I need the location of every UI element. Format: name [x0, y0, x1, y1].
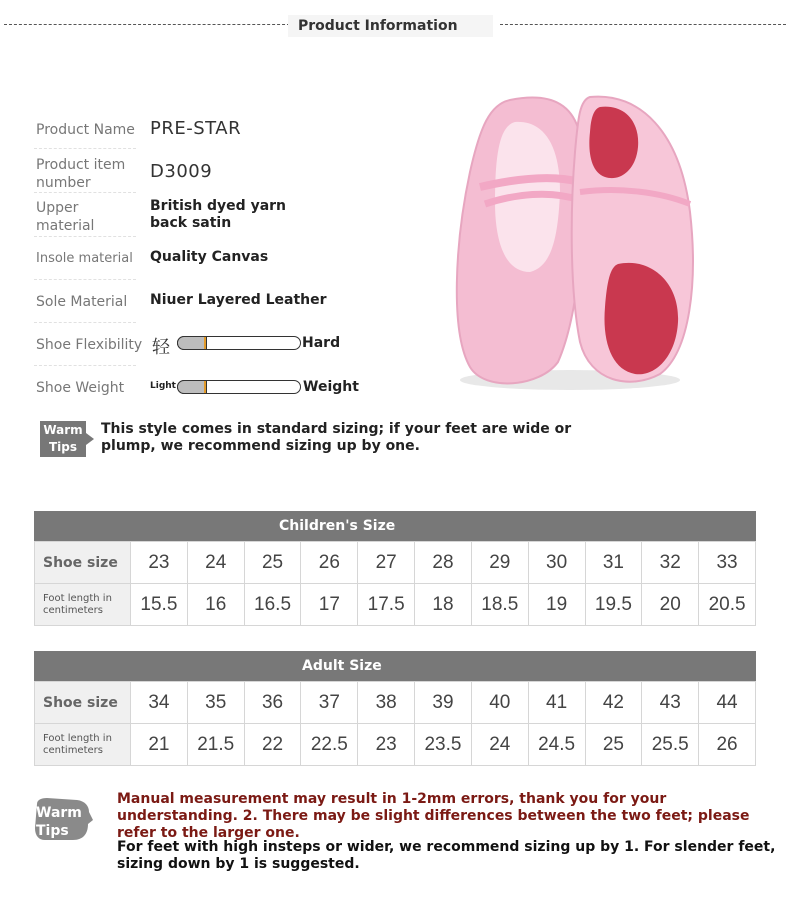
table-cell: 40	[471, 682, 528, 724]
warm-tips-bubble-line1: Warm	[36, 805, 82, 821]
page-title: Product Information	[288, 15, 493, 37]
table-cell: 34	[131, 682, 188, 724]
table-cell: 16.5	[244, 584, 301, 626]
right-shoe	[572, 97, 693, 382]
warm-tips-bubble-text	[36, 804, 92, 840]
warm-tips-badge	[40, 421, 86, 457]
row-divider	[34, 236, 136, 237]
flexibility-indicator	[177, 336, 207, 350]
weight-min-label: Light	[150, 381, 176, 391]
table-cell: 23	[131, 542, 188, 584]
table-cell: 37	[301, 682, 358, 724]
table-cell: 22.5	[301, 724, 358, 766]
weight-label: Shoe Weight	[36, 380, 125, 396]
warm-tips-text: This style comes in standard sizing; if your feet are wide or plump, we recommend sizing up by one.	[101, 421, 572, 454]
flexibility-label: Shoe Flexibility	[36, 337, 143, 353]
weight-indicator	[177, 380, 207, 394]
table-cell: 17	[301, 584, 358, 626]
sizing-advice-note: For feet with high insteps or wider, we recommend sizing up by 1. For slender feet, sizing down by 1 is suggested.	[117, 839, 776, 872]
table-cell: 39	[415, 682, 472, 724]
row-divider	[34, 279, 136, 280]
table-cell: 25	[585, 724, 642, 766]
header-divider-left	[4, 24, 290, 25]
row-divider	[34, 192, 136, 193]
table-cell: 21	[131, 724, 188, 766]
table-cell: 22	[244, 724, 301, 766]
shoe-size-row-label: Shoe size	[35, 542, 131, 584]
product-name-label: Product Name	[36, 122, 135, 138]
insole-material-label: Insole material	[36, 251, 133, 266]
children-size-header	[34, 511, 756, 541]
table-cell: 29	[471, 542, 528, 584]
header-divider-right	[500, 24, 786, 25]
measurement-note: Manual measurement may result in 1-2mm errors, thank you for your understanding. 2. There may be slight differences between the two feet; please refer to the larger one.	[117, 791, 750, 841]
table-cell: 41	[528, 682, 585, 724]
upper-material-label: Upper material	[36, 200, 95, 234]
table-cell: 19	[528, 584, 585, 626]
item-number-value: D3009	[150, 161, 213, 182]
table-cell: 24.5	[528, 724, 585, 766]
table-cell: 25.5	[642, 724, 699, 766]
table-cell: 25	[244, 542, 301, 584]
table-cell: 32	[642, 542, 699, 584]
table-cell: 27	[358, 542, 415, 584]
flexibility-scale	[177, 336, 301, 350]
table-cell: 18	[415, 584, 472, 626]
table-cell: 17.5	[358, 584, 415, 626]
table-row	[35, 724, 756, 766]
table-cell: 20	[642, 584, 699, 626]
warm-tips-bubble-line2: Tips	[36, 823, 69, 839]
row-divider	[34, 148, 136, 149]
badge-arrow	[86, 433, 94, 445]
table-cell: 23	[358, 724, 415, 766]
children-size-title: Children's Size	[279, 518, 396, 534]
item-number-label: Product item number	[36, 157, 126, 191]
table-cell: 19.5	[585, 584, 642, 626]
table-row	[35, 682, 756, 724]
sole-material-value: Niuer Layered Leather	[150, 292, 327, 308]
weight-max-label: Weight	[303, 379, 359, 395]
table-cell: 35	[187, 682, 244, 724]
table-cell: 20.5	[699, 584, 756, 626]
sole-material-label: Sole Material	[36, 294, 128, 310]
left-shoe	[457, 98, 583, 384]
row-divider	[34, 365, 136, 366]
row-divider	[34, 322, 136, 323]
table-cell: 36	[244, 682, 301, 724]
table-cell: 30	[528, 542, 585, 584]
table-cell: 26	[699, 724, 756, 766]
adult-size-title: Adult Size	[302, 658, 382, 674]
table-cell: 42	[585, 682, 642, 724]
table-cell: 24	[471, 724, 528, 766]
table-cell: 15.5	[131, 584, 188, 626]
weight-scale	[177, 380, 301, 394]
children-size-table	[34, 541, 756, 626]
table-cell: 43	[642, 682, 699, 724]
warm-tips-badge-line1: Warm	[43, 423, 83, 437]
adult-size-table	[34, 681, 756, 766]
table-cell: 38	[358, 682, 415, 724]
adult-size-header	[34, 651, 756, 681]
table-cell: 31	[585, 542, 642, 584]
insole-material-value: Quality Canvas	[150, 249, 269, 265]
table-cell: 33	[699, 542, 756, 584]
table-cell: 21.5	[187, 724, 244, 766]
flexibility-marker	[204, 337, 206, 349]
table-cell: 23.5	[415, 724, 472, 766]
flexibility-min-label: 轻	[152, 337, 170, 358]
ballet-shoes-image	[440, 92, 705, 392]
table-cell: 28	[415, 542, 472, 584]
flexibility-max-label: Hard	[302, 335, 341, 351]
upper-material-value: British dyed yarn back satin	[150, 198, 287, 231]
foot-length-row-label: Foot length in centimeters	[35, 724, 131, 766]
table-cell: 18.5	[471, 584, 528, 626]
table-row	[35, 584, 756, 626]
foot-length-row-label: Foot length in centimeters	[35, 584, 131, 626]
table-row	[35, 542, 756, 584]
warm-tips-badge-line2: Tips	[48, 440, 78, 454]
table-cell: 24	[187, 542, 244, 584]
product-name-value: PRE-STAR	[150, 118, 242, 139]
table-cell: 16	[187, 584, 244, 626]
shoe-size-row-label: Shoe size	[35, 682, 131, 724]
table-cell: 26	[301, 542, 358, 584]
table-cell: 44	[699, 682, 756, 724]
weight-marker	[204, 381, 206, 393]
